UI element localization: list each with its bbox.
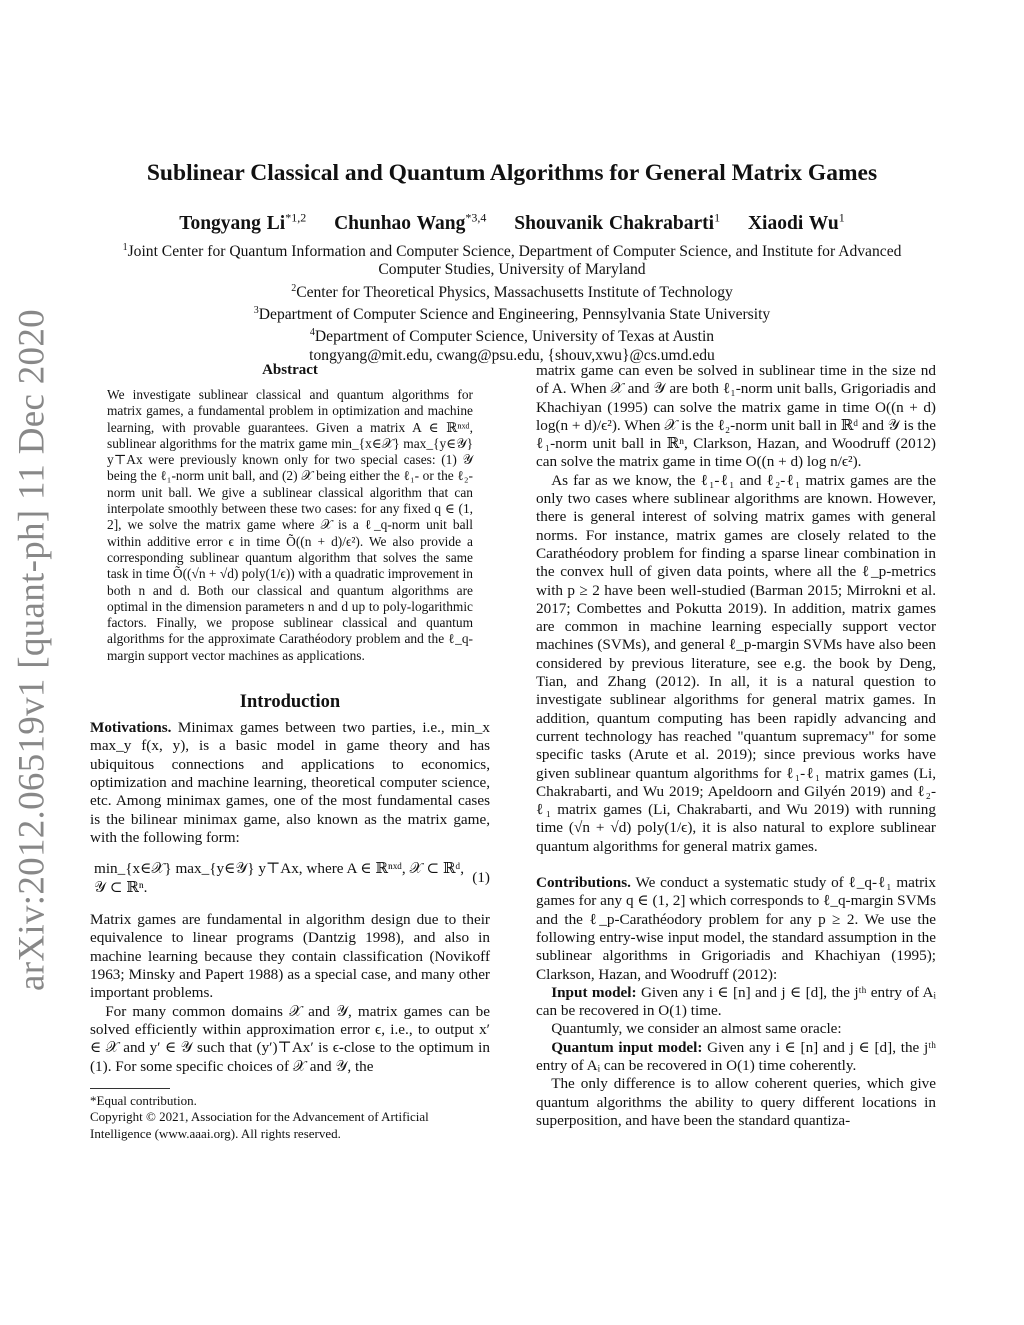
paper-title: Sublinear Classical and Quantum Algorithms for General Matrix Games xyxy=(146,160,878,186)
affiliation: $^1$Joint Center for Quantum Information and Computer Science, Department of Computer Science, and Institute for Advanced Computer Studies, University of Maryland xyxy=(122,242,902,279)
body-paragraph: matrix game can even be solved in sublinear time in the size nd of A. When 𝒳 and 𝒴 are both ℓ₁-norm unit balls, Grigoriadis and Khachiyan (1995) can solve the matrix game in time O((n + d) log(n + d)/ϵ²). When 𝒳 is the ℓ₂-norm unit ball in ℝᵈ and 𝒴 is the ℓ₁-norm unit ball in ℝⁿ, Clarkson, Hazan, and Woodruff (2012) can solve the matrix game in time O((n + d) log n/ϵ²). xyxy=(536,362,936,471)
intro-paragraph: For many common domains 𝒳 and 𝒴, matrix games can be solved efficiently within approximation error ϵ, i.e., to output x′ ∈ 𝒳 and y′ ∈ 𝒴 such that (y′)⊤Ax′ is ϵ-close to the optimum in (1). For some specific choices of 𝒳 and 𝒴, the xyxy=(90,1002,490,1075)
affiliations xyxy=(90,239,934,365)
introduction-heading: Introduction xyxy=(239,692,341,713)
body-paragraph: The only difference is to allow coherent queries, which give quantum algorithms the ability to query different locations in superposition, and have been the standard quantiza- xyxy=(536,1075,936,1129)
abstract-text: We investigate sublinear classical and quantum algorithms for matrix games, a fundamental problem in optimization and machine learning, with provable guarantees. Given a matrix A ∈ ℝⁿˣᵈ, sublinear algorithms for the matrix game min_{x∈𝒳} max_{y∈𝒴} y⊤Ax were previously known only for two special cases: (1) 𝒴 being the ℓ₁-norm unit ball, and (2) 𝒳 being either the ℓ₁- or the ℓ₂-norm unit ball. We give a sublinear classical algorithm that can interpolate smoothly between these two cases: for any fixed q ∈ (1, 2], we solve the matrix game where 𝒳 is a ℓ_q-norm unit ball within additive error ϵ in time Õ((n + d)/ϵ²). We also provide a corresponding sublinear quantum algorithm that solves the same task in time Õ((√n + √d) poly(1/ϵ)) with a quadratic improvement in both n and d. Both our classical and quantum algorithms are optimal in the dimension parameters n and d up to poly-logarithmic factors. Finally, we propose sublinear classical and quantum algorithms for the approximate Carathéodory problem and the ℓ_q-margin support vector machines as applications. xyxy=(107,387,473,663)
input-model xyxy=(536,984,936,1021)
equation-body: min_{x∈𝒳} max_{y∈𝒴} y⊤Ax, where A ∈ ℝⁿˣᵈ, 𝒳 ⊂ ℝᵈ, 𝒴 ⊂ ℝⁿ. xyxy=(94,860,465,897)
intro-paragraph: Matrix games are fundamental in algorithm design due to their equivalence to linear programs (Dantzig 1998), and also in machine learning because they contain classification (Novikoff 1963; Minsky and Papert 1988) as a special case, and many other important problems. xyxy=(90,911,490,1002)
motivations-text: Minimax games between two parties, i.e., min_x max_y f(x, y), is a basic model in game theory and has ubiquitous connections and applications to economics, optimization and machine learning, theoretical computer science, etc. Among minimax games, one of the most fundamental cases is the bilinear minimax game, also known as the matrix game, with the following form: xyxy=(90,719,490,846)
author-emails: tongyang@mit.edu, cwang@psu.edu, {shouv,xwu}@cs.umd.edu xyxy=(309,346,715,364)
affiliation: $^4$Department of Computer Science, University of Texas at Austin xyxy=(309,327,715,346)
equation-1 xyxy=(90,859,490,897)
author: Tongyang Li$^{*1,2}$ xyxy=(179,210,307,234)
left-column xyxy=(90,362,490,1142)
intro-paragraph xyxy=(90,719,490,847)
author-list xyxy=(0,210,1024,235)
author: Xiaodi Wu$^1$ xyxy=(747,210,845,234)
quantum-intro: Quantumly, we consider an almost same oracle: xyxy=(551,1020,842,1038)
contributions-text: We conduct a systematic study of ℓ_q-ℓ₁ matrix games for any q ∈ (1, 2] which corresponds to ℓ_q-margin SVMs and the ℓ_p-Carathéodory problem for any p ≥ 2. We use the following entry-wise input model, the standard assumption in the sublinear algorithms in Grigoriadis and Khachiyan (1995); Clarkson, Hazan, and Woodruff (2012): xyxy=(536,874,936,983)
author: Shouvanik Chakrabarti$^1$ xyxy=(514,210,721,234)
input-model-label: Input model: xyxy=(551,983,637,1001)
motivations-label: Motivations. xyxy=(90,719,172,737)
affiliation: $^3$Department of Computer Science and Engineering, Pennsylvania State University xyxy=(253,304,771,324)
affiliation: $^2$Center for Theoretical Physics, Massachusetts Institute of Technology xyxy=(291,282,733,301)
input-model-text: Given any i ∈ [n] and j ∈ [d], the jᵗʰ entry of Aᵢ can be recovered in O(1) time. xyxy=(536,983,936,1020)
copyright-notice: Copyright © 2021, Association for the Advancement of Artificial Intelligence (www.aaai.org). All rights reserved. xyxy=(90,1109,429,1141)
arxiv-identifier-stamp xyxy=(4,309,60,991)
footnote-equal-contribution: *Equal contribution. xyxy=(90,1092,197,1108)
author: Chunhao Wang$^{*3,4}$ xyxy=(334,210,487,234)
equation-number: (1) xyxy=(472,869,490,887)
contributions-paragraph xyxy=(536,874,936,984)
contributions-label: Contributions. xyxy=(536,874,631,892)
abstract-heading: Abstract xyxy=(262,362,318,378)
body-paragraph: As far as we know, the ℓ₁-ℓ₁ and ℓ₂-ℓ₁ matrix games are the only two cases where sublinear algorithms are known. However, there is general interest of solving matrix games with general norms. For instance, matrix games are closely related to the Carathéodory problem for finding a sparse linear combination in the convex hull of given data points, where all the ℓ_p-metrics with p ≥ 2 have been well-studied (Barman 2015; Mirrokni et al. 2017; Combettes and Pokutta 2019). In addition, matrix games are common in machine learning especially support vector machines (SVMs), and general ℓ_p-margin SVMs have also been considered by previous literature, see e.g. the book by Deng, Tian, and Zhang (2012). In all, it is a natural question to investigate sublinear algorithms for general matrix games. In addition, quantum computing has been rapidly advancing and current technology has reached "quantum supremacy" for some specific tasks (Arute et al. 2019); since previous works have given sublinear quantum algorithms for ℓ₁-ℓ₁ matrix games (Li, Chakrabarti, and Wu 2019; Apeldoorn and Gilyén 2019) and ℓ₂-ℓ₁ matrix games (Li, Chakrabarti, and Wu 2019) with running time (√n + √d) poly(1/ϵ), it is also natural to explore sublinear quantum algorithms for general matrix games. xyxy=(536,471,936,855)
quantum-input-model xyxy=(536,1039,936,1076)
footnote-divider xyxy=(90,1088,170,1089)
quantum-input-text: Given any i ∈ [n] and j ∈ [d], the jᵗʰ entry of Aᵢ can be recovered in O(1) time coherently. xyxy=(536,1038,936,1074)
arxiv-stamp-text: arXiv:2012.06519v1 [quant-ph] 11 Dec 2020 xyxy=(11,309,53,991)
right-column xyxy=(536,362,936,1130)
quantum-input-label: Quantum input model: xyxy=(551,1038,703,1056)
